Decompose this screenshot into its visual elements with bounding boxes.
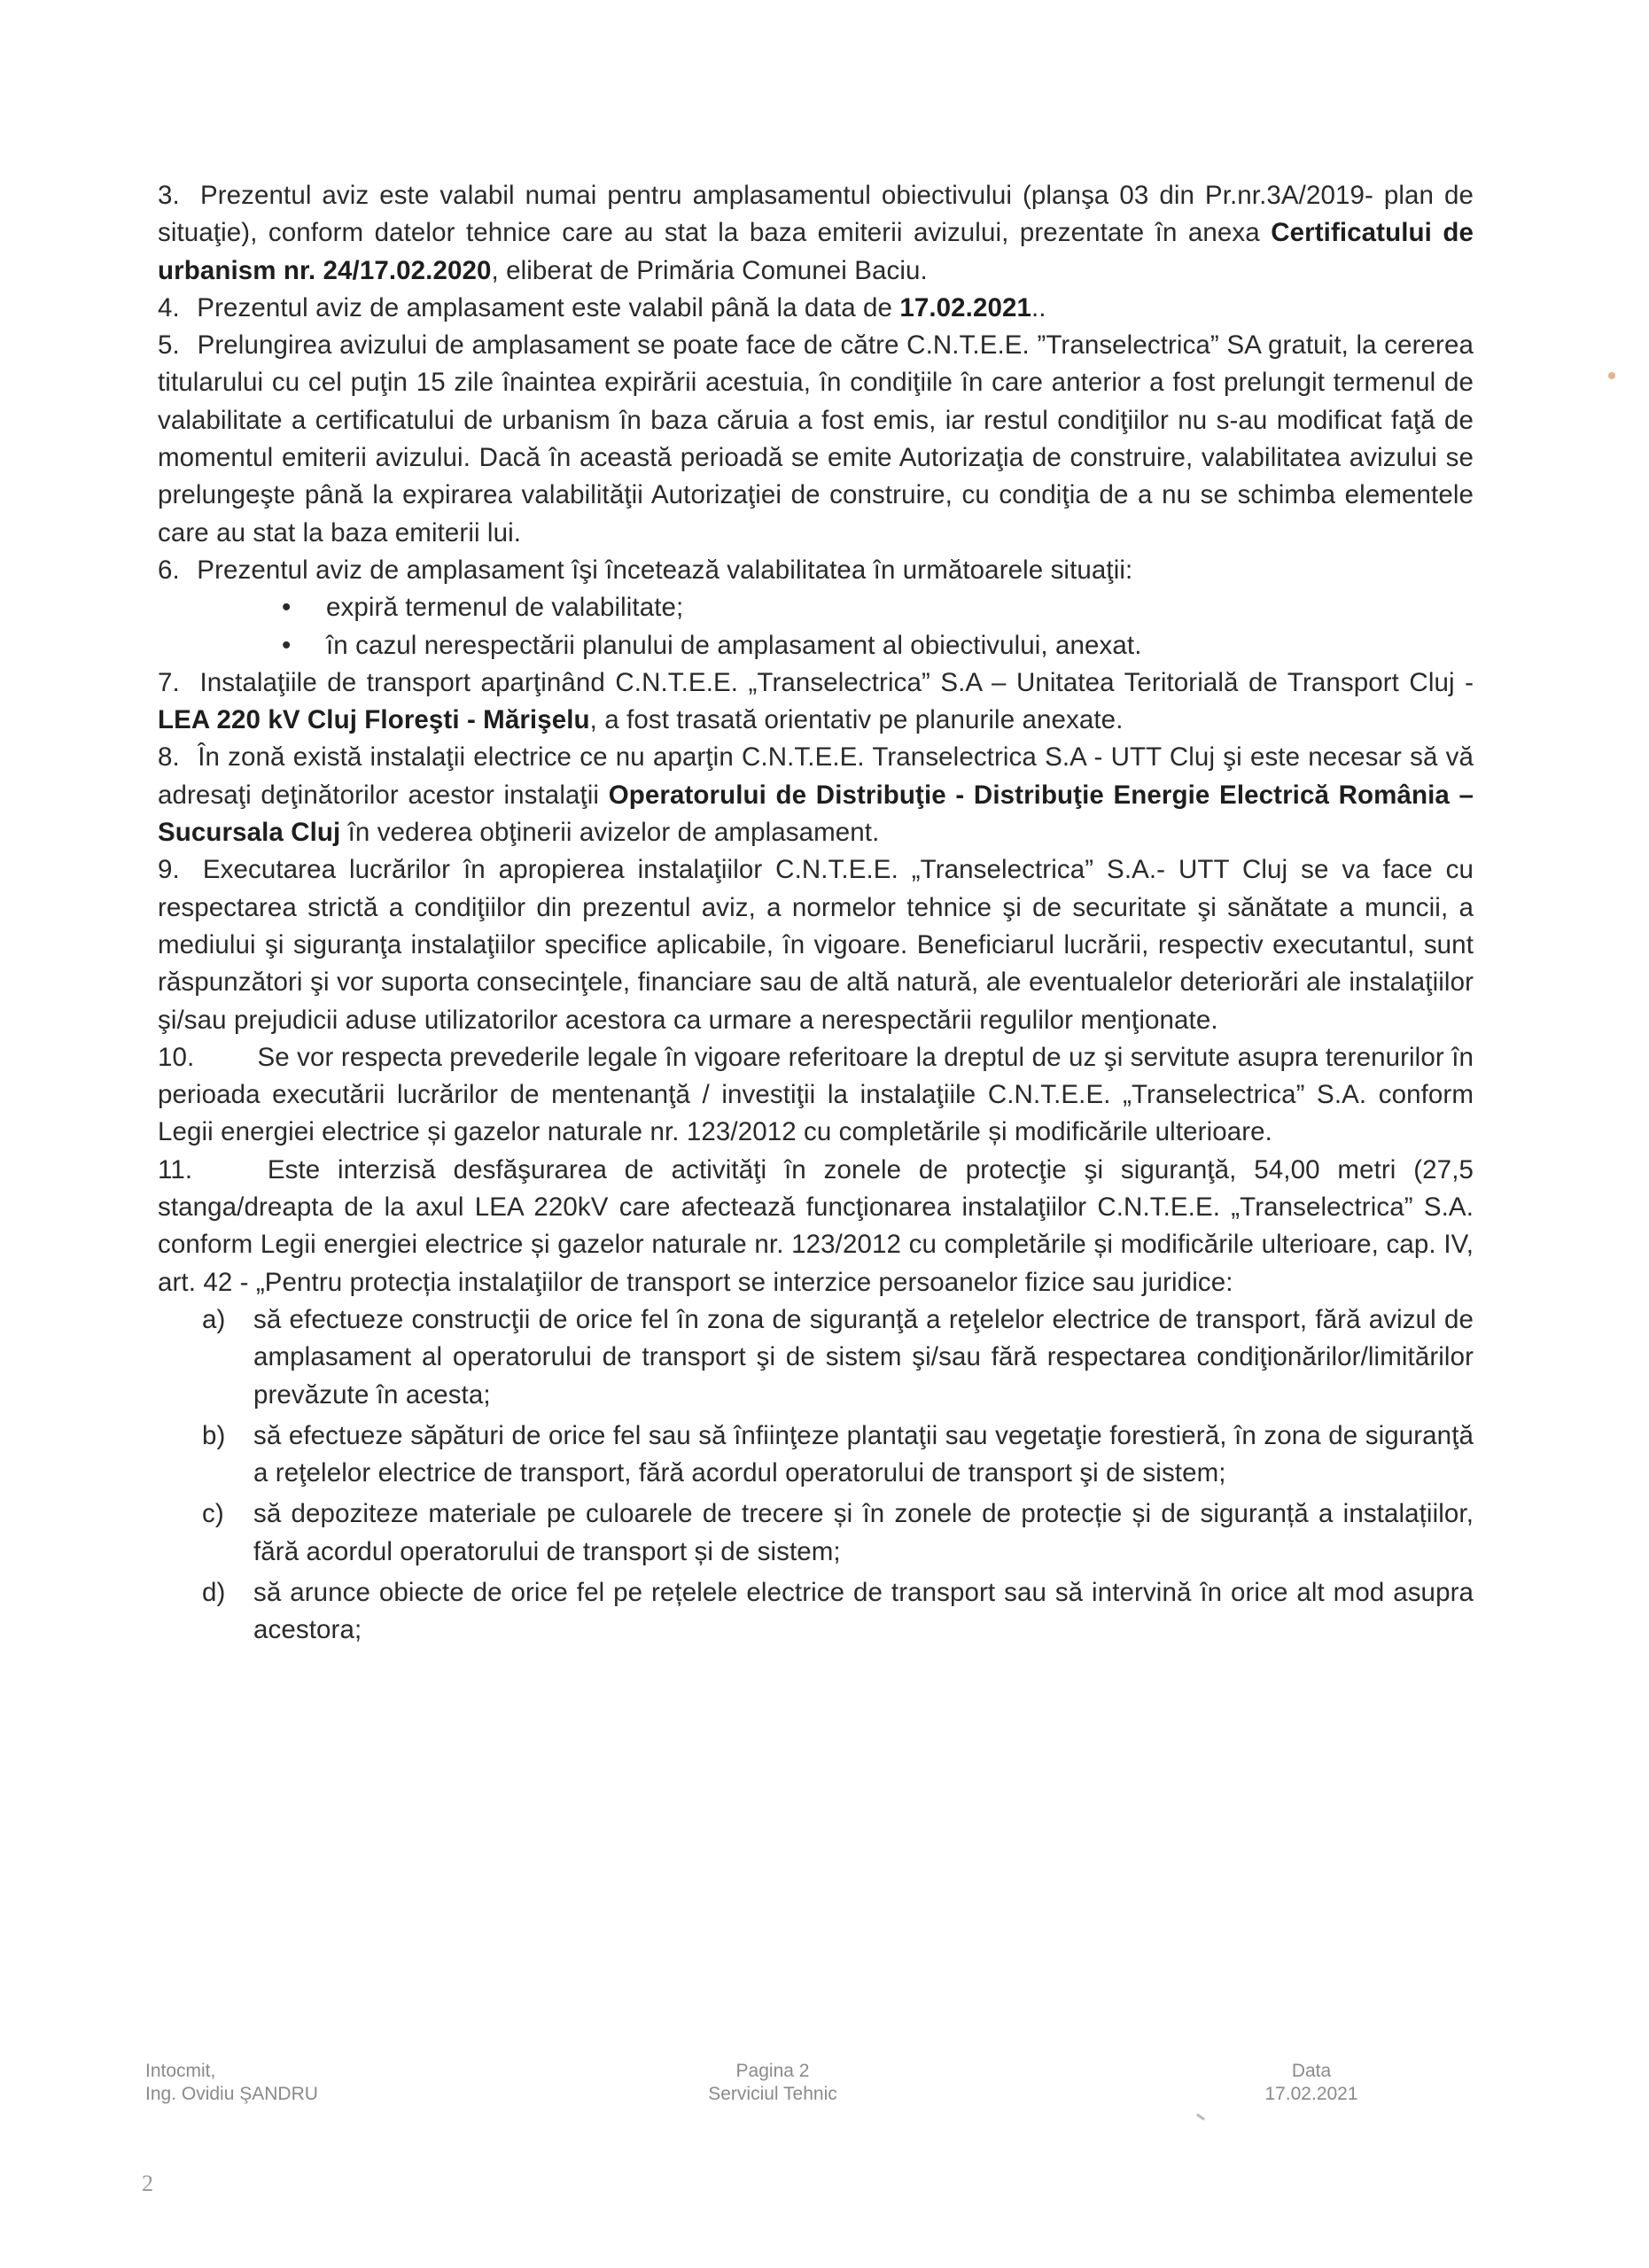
- footer-author-label: Intocmit,: [145, 2061, 216, 2081]
- list-item-text: să efectueze construcţii de orice fel în zona de siguranţă a reţelelor electrice de transport, fără avizul de amplasament al operatorului de transport şi de sistem şi/sau fără respectarea condiţionărilor/limitărilor prevăzute în acesta;: [253, 1304, 1474, 1410]
- validity-date: 17.02.2021: [899, 292, 1032, 322]
- paragraph-text: Este interzisă desfăşurarea de activităţi în zonele de protecţie şi siguranţă, 54,00 metri (27,5 stanga/dreapta de la axul LEA 220kV care afectează funcţionarea instalaţiilor C.N.T.E.E. „Transelectrica” S.A. conform Legii energiei electrice și gazelor naturale nr. 123/2012 cu completările și modificările ulterioare, cap. IV, art. 42 - „Pentru protecția instalaţiilor de transport se interzice persoanelor fizice sau juridice:: [158, 1154, 1474, 1297]
- bullet-list: [158, 589, 1474, 664]
- paragraph-text: , a fost trasată orientativ pe planurile anexate.: [589, 705, 1124, 735]
- scan-artifact: [1196, 2113, 1205, 2120]
- footer-date-label: Data: [1291, 2061, 1332, 2081]
- prohibitions-list: [158, 1301, 1474, 1650]
- list-item-letter: d): [202, 1577, 226, 1607]
- list-item: [202, 1495, 1474, 1571]
- paragraph-number: 4.: [158, 292, 180, 322]
- footer-department: Serviciul Tehnic: [708, 2084, 837, 2104]
- footer-page-label: Pagina 2: [735, 2061, 810, 2081]
- footer-date: [1249, 2060, 1373, 2106]
- paragraph-number: 7.: [158, 667, 180, 697]
- paragraph-10: [158, 1039, 1474, 1152]
- paragraph-text: Instalaţiile de transport aparţinând C.N.T.E.E. „Transelectrica” S.A – Unitatea Teritorială de Transport Cluj -: [199, 667, 1474, 697]
- list-item-letter: a): [202, 1304, 226, 1334]
- paragraph-text: , eliberat de Primăria Comunei Baciu.: [491, 255, 928, 285]
- paragraph-text: Prezentul aviz este valabil numai pentru amplasamentul obiectivului (planşa 03 din Pr.nr.3A/2019- plan de situaţie), conform datelor tehnice care au stat la baza emiterii avizului, prezentate în anexa: [158, 181, 1474, 248]
- footer-page-info: [693, 2060, 852, 2106]
- certificate-reference: Certificatului de urbanism nr. 24/17.02.2020: [158, 218, 1474, 285]
- list-item-letter: b): [202, 1420, 226, 1450]
- list-item-text: să depoziteze materiale pe culoarele de trecere și în zonele de protecție și de siguranță a instalațiilor, fără acordul operatorului de transport și de sistem;: [253, 1499, 1474, 1566]
- list-item-text: expiră termenul de valabilitate;: [326, 593, 684, 623]
- footer-author-name: Ing. Ovidiu ŞANDRU: [145, 2084, 318, 2104]
- list-item-letter: c): [202, 1499, 224, 1529]
- paragraph-number: 5.: [158, 330, 180, 361]
- list-item: [282, 589, 1474, 626]
- paragraph-text: Prezentul aviz de amplasament îşi încetează valabilitatea în următoarele situaţii:: [197, 555, 1133, 585]
- list-item: [202, 1301, 1474, 1414]
- paragraph-text: în vederea obţinerii avizelor de amplasament.: [340, 818, 880, 848]
- paragraph-number: 10.: [158, 1042, 195, 1072]
- paragraph-text: În zonă există instalaţii electrice ce nu aparţin C.N.T.E.E. Transelectrica S.A - UTT Cluj şi este necesar să vă adresaţi deţinătorilor acestor instalaţii: [158, 742, 1474, 810]
- paragraph-4: [158, 290, 1474, 327]
- paragraph-9: [158, 851, 1474, 1038]
- paragraph-5: [158, 327, 1474, 552]
- paragraph-number: 9.: [158, 855, 180, 885]
- paragraph-number: 11.: [158, 1154, 193, 1184]
- page-number: 2: [142, 2171, 153, 2196]
- paragraph-11: [158, 1152, 1474, 1301]
- scan-speck: [1608, 372, 1615, 379]
- list-item: [202, 1574, 1474, 1650]
- paragraph-8: [158, 739, 1474, 851]
- paragraph-number: 6.: [158, 555, 180, 585]
- paragraph-text: Executarea lucrărilor în apropierea instalaţiilor C.N.T.E.E. „Transelectrica” S.A.- UTT Cluj se va face cu respectarea strictă a condiţiilor din prezentul aviz, a normelor tehnice şi de securitate şi sănătate a muncii, a mediului şi siguranţa instalaţiilor specifice aplicabile, în vigoare. Beneficiarul lucrării, respectiv executantul, sunt răspunzători şi vor suporta consecinţele, financiare sau de altă natură, ale eventualelor deteriorări ale instalaţiilor şi/sau prejudicii aduse utilizatorilor acestora ca urmare a nerespectării regulilor menţionate.: [158, 855, 1474, 1035]
- paragraph-6: [158, 552, 1474, 589]
- list-item-text: să arunce obiecte de orice fel pe rețelele electrice de transport sau să intervină în orice alt mod asupra acestora;: [253, 1577, 1474, 1645]
- document-body: [158, 177, 1474, 1650]
- footer-author: [145, 2060, 318, 2106]
- paragraph-text: Se vor respecta prevederile legale în vigoare referitoare la dreptul de uz şi servitute asupra terenurilor în perioada executării lucrărilor de mentenanţă / investiţii la instalaţiile C.N.T.E.E. „Transelectrica” S.A. conform Legii energiei electrice și gazelor naturale nr. 123/2012 cu completările și modificările ulterioare.: [158, 1042, 1474, 1147]
- list-item-text: să efectueze săpături de orice fel sau să înfiinţeze plantaţii sau vegetaţie forestieră, în zona de siguranţă a reţelelor electrice de transport, fără acordul operatorului de transport şi de sistem;: [253, 1420, 1474, 1488]
- bullet-icon: •: [282, 630, 292, 660]
- bullet-icon: •: [282, 593, 292, 623]
- list-item: [202, 1418, 1474, 1493]
- paragraph-text: Prelungirea avizului de amplasament se poate face de către C.N.T.E.E. ”Transelectrica” SA gratuit, la cererea titularului cu cel puţin 15 zile înaintea expirării acestuia, în condiţiile în care anterior a fost prelungit termenul de valabilitate a certificatului de urbanism în baza căruia a fost emis, iar restul condiţiilor nu s-au modificat faţă de momentul emiterii avizului. Dacă în această perioadă se emite Autorizaţia de construire, valabilitatea avizului se prelungeşte până la expirarea valabilităţii Autorizaţiei de construire, cu condiţia de a nu se schimba elementele care au stat la baza emiterii lui.: [158, 330, 1474, 548]
- paragraph-3: [158, 177, 1474, 290]
- paragraph-number: 3.: [158, 181, 180, 210]
- paragraph-text: ..: [1031, 292, 1046, 322]
- footer-date-value: 17.02.2021: [1264, 2084, 1358, 2104]
- paragraph-number: 8.: [158, 742, 180, 773]
- power-line-name: LEA 220 kV Cluj Floreşti - Mărişelu: [158, 705, 590, 735]
- paragraph-7: [158, 664, 1474, 740]
- distribution-operator-name: Operatorului de Distribuţie - Distribuţie Energie Electrică România – Sucursala Cluj: [158, 780, 1474, 848]
- paragraph-text: Prezentul aviz de amplasament este valabil până la data de: [197, 292, 900, 322]
- list-item-text: în cazul nerespectării planului de amplasament al obiectivului, anexat.: [326, 630, 1142, 660]
- list-item: [282, 627, 1474, 664]
